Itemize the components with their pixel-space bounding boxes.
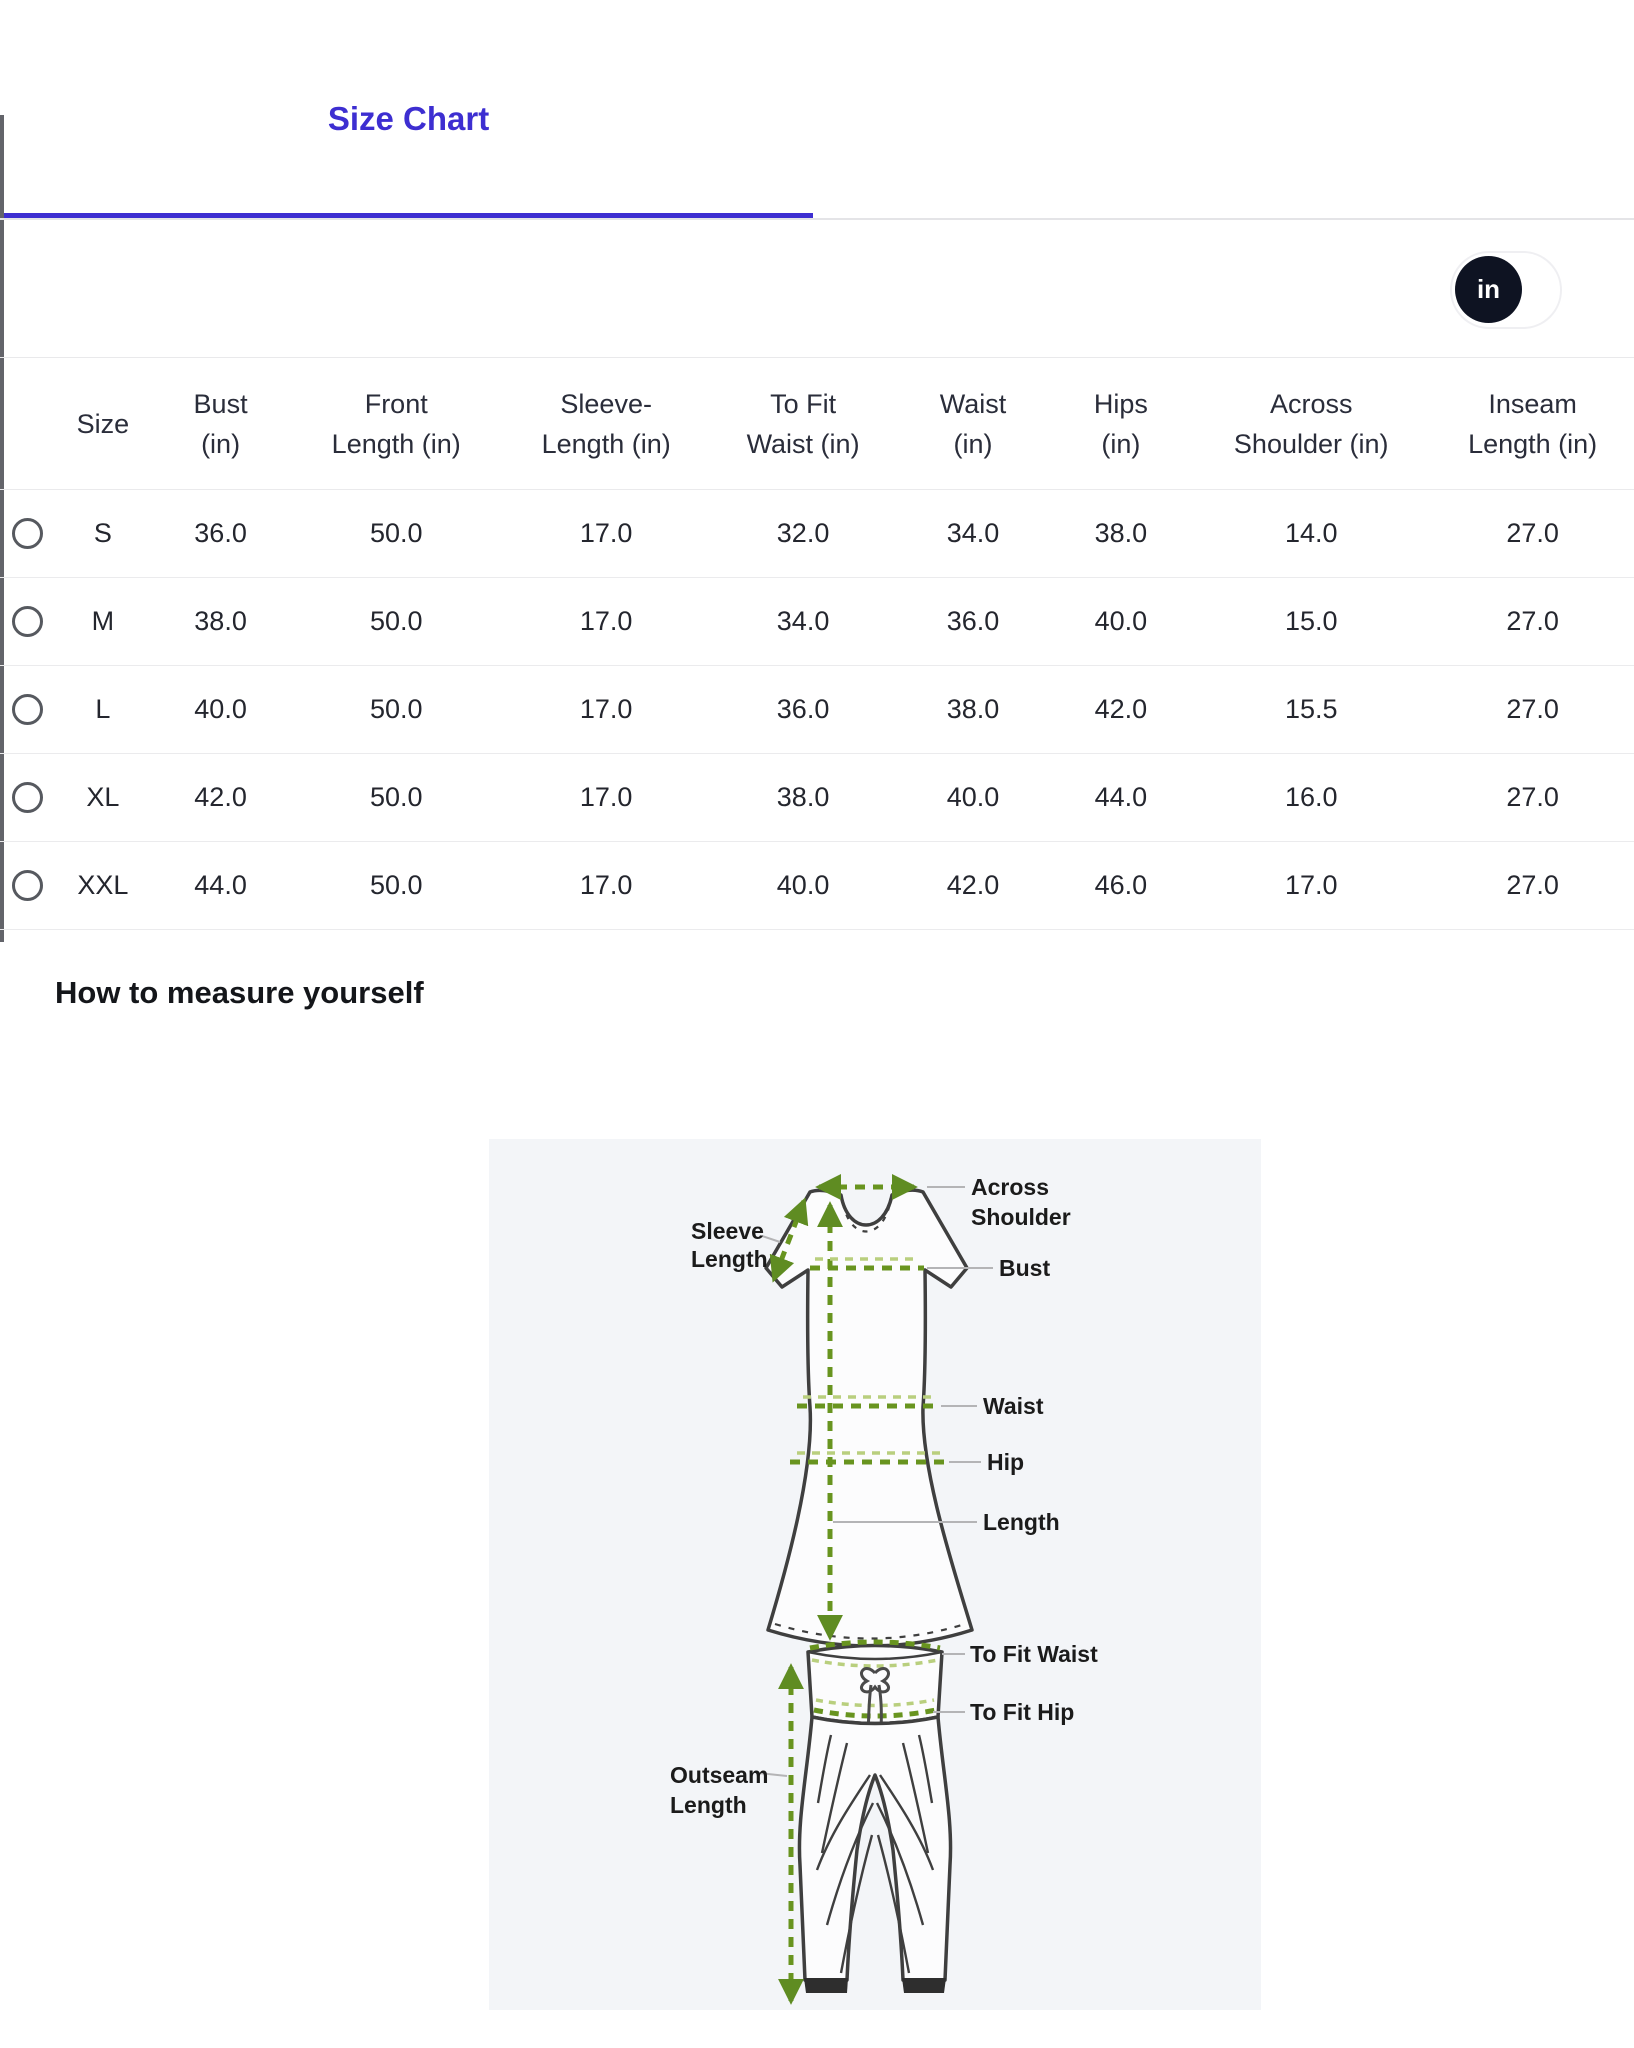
cell-waist: 36.0 <box>946 606 1000 636</box>
cell-to-fit-waist: 40.0 <box>776 870 830 900</box>
cell-sleeve-length: 17.0 <box>579 782 633 812</box>
cell-to-fit-waist: 34.0 <box>776 606 830 636</box>
cell-inseam-length: 27.0 <box>1506 870 1559 900</box>
cell-size: XL <box>86 782 120 812</box>
to-fit-waist-label: To Fit Waist <box>970 1641 1098 1667</box>
cell-front-length: 50.0 <box>369 518 423 548</box>
size-radio-l[interactable] <box>12 694 43 725</box>
cell-sleeve-length: 17.0 <box>579 606 633 636</box>
cell-inseam-length: 27.0 <box>1506 782 1559 812</box>
cell-bust: 36.0 <box>194 518 247 548</box>
cell-to-fit-waist: 36.0 <box>776 694 830 724</box>
cell-hips: 38.0 <box>1094 518 1148 548</box>
header-to-fit-waist: To Fit Waist (in) <box>746 388 860 459</box>
cell-bust: 38.0 <box>194 606 247 636</box>
cell-waist: 34.0 <box>946 518 1000 548</box>
unit-toggle-in-button[interactable]: in <box>1455 256 1522 323</box>
header-sleeve-length: Sleeve- Length (in) <box>541 388 671 459</box>
cell-size: XXL <box>77 870 129 900</box>
table-row-xl <box>0 754 1634 842</box>
cell-waist: 38.0 <box>946 694 1000 724</box>
cell-to-fit-waist: 32.0 <box>776 518 830 548</box>
header-bust: Bust (in) <box>193 388 248 459</box>
cell-across-shoulder: 14.0 <box>1284 518 1338 548</box>
cell-waist: 40.0 <box>946 782 1000 812</box>
cell-front-length: 50.0 <box>369 606 423 636</box>
cell-across-shoulder: 15.5 <box>1284 694 1338 724</box>
pants-left-cuff <box>804 1978 848 1993</box>
header-front-length: Front Length (in) <box>331 388 461 459</box>
cell-front-length: 50.0 <box>369 694 423 724</box>
cell-front-length: 50.0 <box>369 870 423 900</box>
cell-size: S <box>93 518 112 548</box>
length-label: Length <box>983 1509 1060 1535</box>
table-row-s <box>0 490 1634 578</box>
size-table <box>0 357 1634 930</box>
waist-label: Waist <box>983 1393 1044 1419</box>
header-across-shoulder: Across Shoulder (in) <box>1233 388 1389 459</box>
header-inseam-length: Inseam Length (in) <box>1468 388 1598 459</box>
sleeve-length-label-line1: Sleeve <box>691 1218 764 1244</box>
header-hips: Hips (in) <box>1093 388 1148 459</box>
cell-sleeve-length: 17.0 <box>579 518 633 548</box>
cell-sleeve-length: 17.0 <box>579 870 633 900</box>
cell-bust: 42.0 <box>194 782 247 812</box>
cell-bust: 44.0 <box>194 870 247 900</box>
table-row-m <box>0 578 1634 666</box>
size-radio-s[interactable] <box>12 518 43 549</box>
outseam-length-label-line1: Outseam <box>670 1762 769 1788</box>
size-radio-xl[interactable] <box>12 782 43 813</box>
cell-across-shoulder: 16.0 <box>1284 782 1338 812</box>
table-row-l <box>0 666 1634 754</box>
cell-across-shoulder: 15.0 <box>1284 606 1338 636</box>
cell-hips: 46.0 <box>1094 870 1148 900</box>
header-size: Size <box>76 408 130 439</box>
cell-hips: 44.0 <box>1094 782 1148 812</box>
cell-sleeve-length: 17.0 <box>579 694 633 724</box>
header-waist: Waist (in) <box>939 388 1007 459</box>
cell-across-shoulder: 17.0 <box>1284 870 1338 900</box>
cell-inseam-length: 27.0 <box>1506 518 1559 548</box>
cell-inseam-length: 27.0 <box>1506 606 1559 636</box>
sleeve-length-label-line2: Length <box>691 1246 768 1272</box>
cell-inseam-length: 27.0 <box>1506 694 1559 724</box>
across-shoulder-label-line2: Shoulder <box>971 1204 1071 1230</box>
measurement-diagram <box>475 1135 1265 2010</box>
how-to-measure-title: How to measure yourself <box>55 975 424 1010</box>
table-header-row <box>0 358 1634 490</box>
cell-hips: 40.0 <box>1094 606 1148 636</box>
size-radio-xxl[interactable] <box>12 870 43 901</box>
cell-size: L <box>95 694 111 724</box>
size-radio-m[interactable] <box>12 606 43 637</box>
pants-right-cuff <box>902 1978 946 1993</box>
table-row-xxl <box>0 842 1634 930</box>
across-shoulder-label-line1: Across <box>971 1174 1049 1200</box>
tabbar-divider <box>0 218 1634 220</box>
hip-label: Hip <box>987 1449 1025 1475</box>
cell-front-length: 50.0 <box>369 782 423 812</box>
outseam-length-label-line2: Length <box>670 1792 747 1818</box>
to-fit-hip-label: To Fit Hip <box>970 1699 1075 1725</box>
tab-size-chart[interactable]: Size Chart <box>327 100 490 137</box>
cell-size: M <box>91 606 115 636</box>
cell-to-fit-waist: 38.0 <box>776 782 830 812</box>
bust-label: Bust <box>999 1255 1051 1281</box>
cell-waist: 42.0 <box>946 870 1000 900</box>
cell-hips: 42.0 <box>1094 694 1148 724</box>
cell-bust: 40.0 <box>194 694 247 724</box>
